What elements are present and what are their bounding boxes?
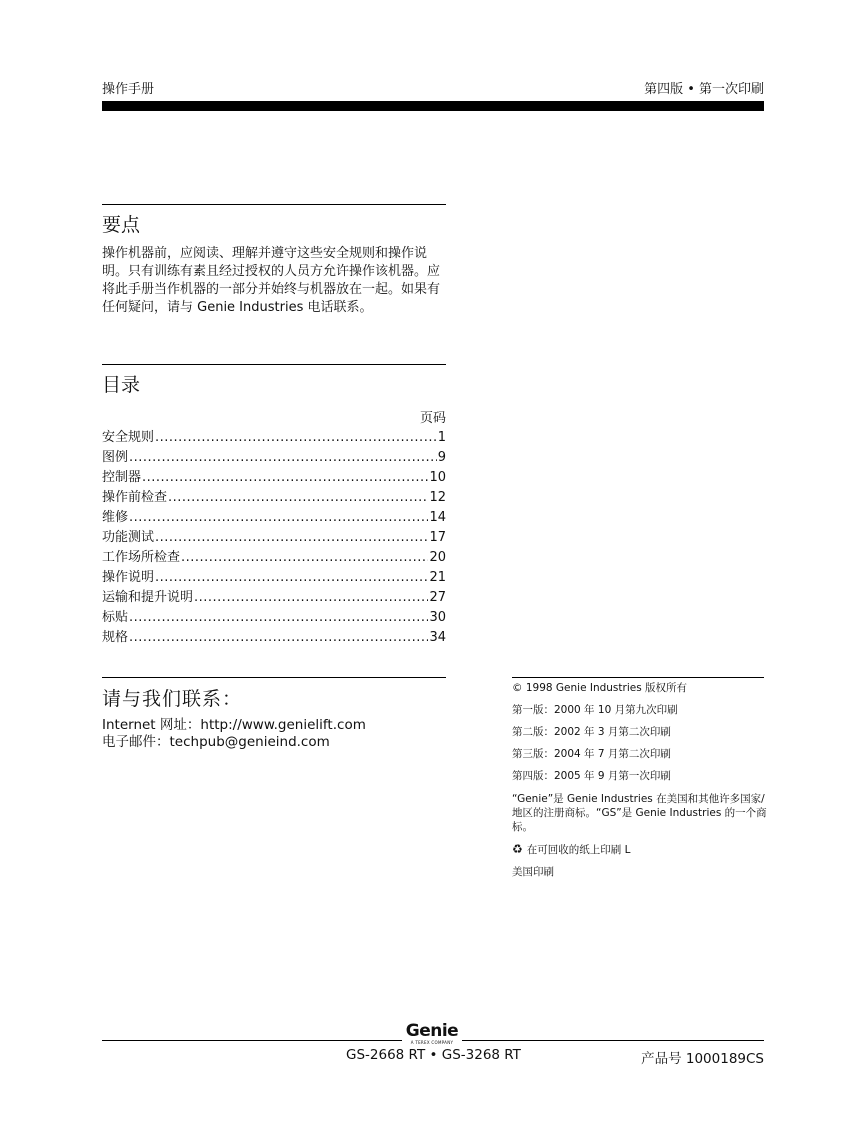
toc-leader: [181, 550, 428, 565]
toc-entry[interactable]: [102, 466, 446, 486]
toc-entry[interactable]: [102, 426, 446, 446]
toc-leader: [129, 630, 428, 645]
printed-in-text: 美国印刷: [512, 866, 554, 878]
toc-leader: [168, 490, 428, 505]
toc-entry-label: 控制器: [102, 470, 142, 485]
toc-list: [102, 426, 446, 646]
toc-entry-page: 1: [437, 430, 446, 445]
toc-entry-page: 21: [429, 570, 446, 585]
toc-leader: [155, 430, 437, 445]
copyright-text: © 1998 Genie Industries 版权所有: [512, 682, 688, 694]
toc-entry-label: 安全规则: [102, 430, 155, 445]
genie-logo: [402, 1023, 462, 1045]
edition-line: 第二版：2002 年 3 月第二次印刷: [512, 726, 671, 738]
toc-entry[interactable]: [102, 626, 446, 646]
toc-entry-page: 12: [429, 490, 446, 505]
toc-entry-page: 14: [429, 510, 446, 525]
toc-leader: [129, 450, 437, 465]
toc-entry-label: 操作说明: [102, 570, 155, 585]
toc-entry-label: 标贴: [102, 610, 129, 625]
toc-entry-label: 操作前检查: [102, 490, 168, 505]
toc-leader: [155, 530, 428, 545]
recycled-note: [512, 843, 767, 857]
essentials-heading: 要点: [102, 214, 141, 236]
manual-title: 操作手册: [102, 82, 155, 97]
toc-entry[interactable]: [102, 546, 446, 566]
toc-entry-label: 功能测试: [102, 530, 155, 545]
essentials-paragraph: 操作机器前，应阅读、理解并遵守这些安全规则和操作说明。只有训练有素且经过授权的人员方允许操作该机器。应将此手册当作机器的一部分并始终与机器放在一起。如果有任何疑问，请与 Genie Industries 电话联系。: [102, 246, 441, 315]
header-bar: [102, 101, 764, 111]
edition-line: 第一版：2000 年 10 月第九次印刷: [512, 704, 678, 716]
essentials-rule: [102, 204, 446, 205]
footer-rule-left: [102, 1040, 402, 1041]
toc-entry-page: 27: [429, 590, 446, 605]
website-link[interactable]: Internet 网址：http://www.genielift.com: [102, 717, 366, 733]
toc-leader: [155, 570, 428, 585]
toc-entry-label: 图例: [102, 450, 129, 465]
toc-entry[interactable]: [102, 526, 446, 546]
toc-rule: [102, 364, 446, 365]
footer-model: GS-2668 RT • GS-3268 RT: [346, 1047, 521, 1063]
contact-info: [102, 717, 366, 751]
toc-entry[interactable]: [102, 586, 446, 606]
contact-heading: 请与我们联系：: [102, 688, 243, 710]
footer-rule-right: [462, 1040, 764, 1041]
toc-entry-label: 规格: [102, 630, 129, 645]
toc-leader: [142, 470, 428, 485]
toc-entry-page: 17: [429, 530, 446, 545]
publication-rule: [512, 677, 764, 678]
toc-entry[interactable]: [102, 486, 446, 506]
edition-line: 第三版：2004 年 7 月第二次印刷: [512, 748, 671, 760]
toc-entry[interactable]: [102, 446, 446, 466]
trademark-text: “Genie”是 Genie Industries 在美国和其他许多国家/地区的注册商标。“GS”是 Genie Industries 的一个商标。: [512, 793, 767, 833]
edition-label: 第四版 • 第一次印刷: [644, 82, 764, 97]
toc-entry-label: 运输和提升说明: [102, 590, 194, 605]
toc-leader: [194, 590, 428, 605]
edition-line: 第四版：2005 年 9 月第一次印刷: [512, 770, 671, 782]
toc-entry[interactable]: [102, 566, 446, 586]
toc-entry[interactable]: [102, 606, 446, 626]
logo-subtext: A TEREX COMPANY: [410, 1040, 454, 1045]
toc-entry-page: 34: [429, 630, 446, 645]
toc-entry-label: 工作场所检查: [102, 550, 181, 565]
toc-entry-page: 10: [429, 470, 446, 485]
toc-entry-page: 9: [437, 450, 446, 465]
toc-leader: [129, 510, 428, 525]
toc-page-header: 页码: [419, 411, 446, 426]
toc-heading: 目录: [102, 374, 141, 396]
toc-entry[interactable]: [102, 506, 446, 526]
contact-rule: [102, 677, 446, 678]
toc-entry-label: 维修: [102, 510, 129, 525]
publication-info: [512, 682, 767, 888]
recycle-icon: ♻: [512, 842, 523, 856]
logo-text: Genie: [405, 1021, 459, 1041]
footer-part-number: 产品号 1000189CS: [641, 1051, 764, 1067]
toc-leader: [129, 610, 428, 625]
toc-entry-page: 20: [429, 550, 446, 565]
email-link[interactable]: 电子邮件：techpub@genieind.com: [102, 734, 330, 750]
recycled-text: 在可回收的纸上印刷 L: [526, 844, 631, 856]
toc-entry-page: 30: [429, 610, 446, 625]
